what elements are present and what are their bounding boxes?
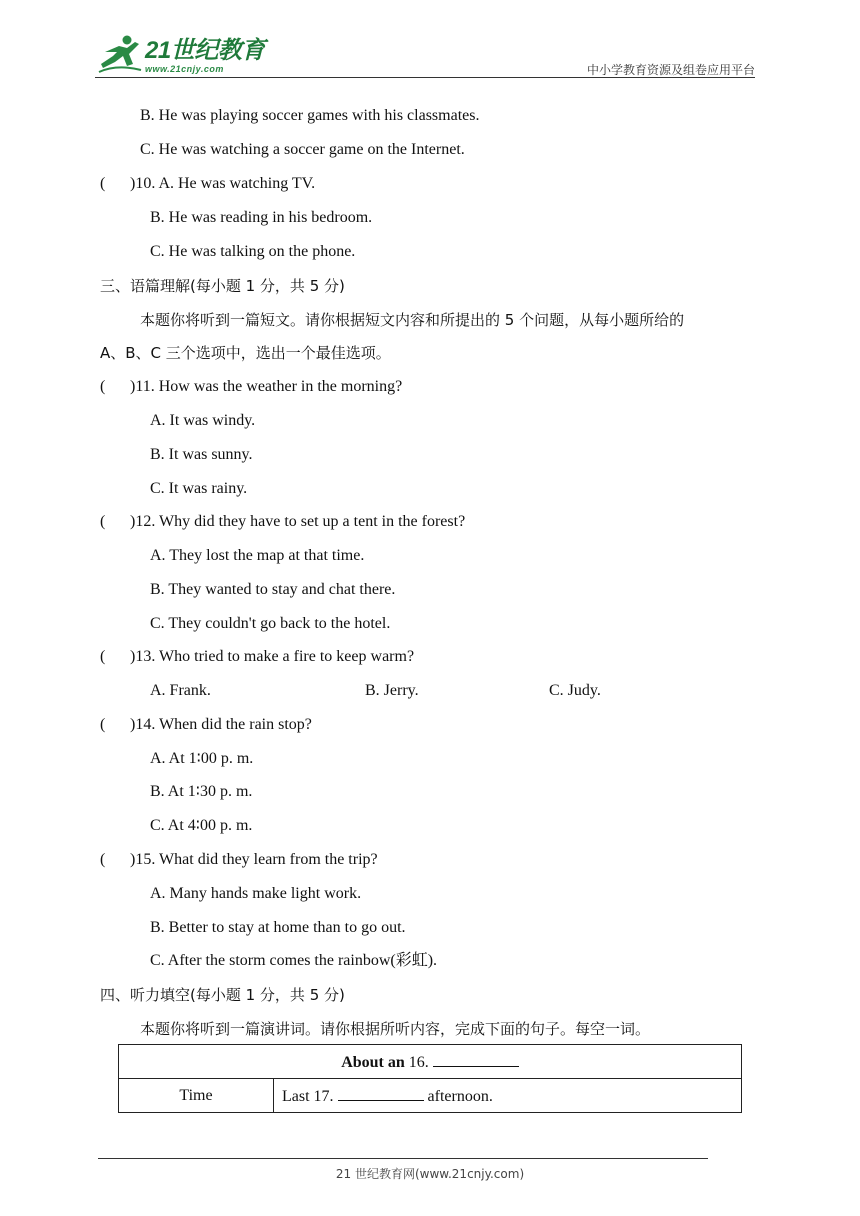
q12-option-c: C. They couldn't go back to the hotel.	[150, 615, 391, 632]
table-row-value	[274, 1079, 742, 1113]
q12-option-b: B. They wanted to stay and chat there.	[150, 581, 396, 598]
q13-option-c: C. Judy.	[549, 682, 601, 699]
blank-17[interactable]	[338, 1086, 424, 1101]
logo-text: 21世纪教育	[145, 37, 265, 64]
question-13	[100, 647, 414, 667]
table-row-label: Time	[119, 1079, 274, 1113]
blank-16-number: 16.	[408, 1053, 429, 1071]
q14-option-b: B. At 1∶30 p. m.	[150, 783, 253, 800]
blank-16[interactable]	[433, 1052, 519, 1067]
q9-option-c: C. He was watching a soccer game on the Internet.	[140, 141, 465, 158]
q14-option-c: C. At 4∶00 p. m.	[150, 817, 253, 834]
question-10	[100, 174, 315, 194]
header-divider	[95, 77, 755, 78]
section-3-title: 三、语篇理解(每小题 1 分，共 5 分)	[100, 277, 345, 295]
answer-paren: (	[100, 175, 106, 192]
fill-in-table	[118, 1044, 742, 1113]
q9-option-b: B. He was playing soccer games with his classmates.	[140, 107, 480, 124]
q14-option-a: A. At 1∶00 p. m.	[150, 750, 254, 767]
q10-option-b: B. He was reading in his bedroom.	[150, 209, 373, 226]
question-12-stem: )12. Why did they have to set up a tent in the forest?	[130, 513, 466, 530]
footer-text: 21 世纪教育网(www.21cnjy.com)	[335, 1167, 525, 1181]
answer-paren: (	[100, 378, 106, 395]
table-header-cell	[119, 1045, 742, 1079]
page-header	[95, 28, 755, 80]
table-header-row	[119, 1045, 742, 1079]
section-3-instruction-2: A、B、C 三个选项中，选出一个最佳选项。	[100, 344, 391, 362]
answer-paren: (	[100, 851, 106, 868]
question-13-stem: )13. Who tried to make a fire to keep warm?	[130, 648, 415, 665]
answer-paren: (	[100, 716, 106, 733]
blank-17-suffix: afternoon.	[427, 1087, 493, 1105]
table-row	[119, 1079, 742, 1113]
blank-17-prefix: Last 17.	[282, 1087, 334, 1105]
answer-paren: (	[100, 513, 106, 530]
q11-option-a: A. It was windy.	[150, 412, 256, 429]
question-11-stem: )11. How was the weather in the morning?	[130, 378, 403, 395]
question-11	[100, 377, 402, 397]
platform-name: 中小学教育资源及组卷应用平台	[586, 63, 755, 77]
question-14	[100, 715, 312, 735]
question-10-stem: )10. A. He was watching TV.	[130, 175, 316, 192]
q13-option-a: A. Frank.	[150, 682, 211, 699]
q11-option-c: C. It was rainy.	[150, 480, 248, 497]
question-14-stem: )14. When did the rain stop?	[130, 716, 312, 733]
table-header-label: About an	[341, 1053, 405, 1071]
q15-option-a: A. Many hands make light work.	[150, 885, 362, 902]
section-3-instruction-1: 本题你将听到一篇短文。请你根据短文内容和所提出的 5 个问题，从每小题所给的	[140, 311, 685, 329]
q15-option-c: C. After the storm comes the rainbow(彩虹).	[150, 952, 438, 969]
question-15	[100, 850, 378, 870]
q13-option-b: B. Jerry.	[365, 682, 419, 699]
question-12	[100, 512, 465, 532]
logo-url: www.21cnjy.com	[145, 64, 224, 74]
footer-divider	[98, 1158, 708, 1159]
q10-option-c: C. He was talking on the phone.	[150, 243, 356, 260]
question-15-stem: )15. What did they learn from the trip?	[130, 851, 378, 868]
answer-paren: (	[100, 648, 106, 665]
logo	[95, 28, 265, 78]
section-4-title: 四、听力填空(每小题 1 分，共 5 分)	[100, 986, 345, 1004]
q15-option-b: B. Better to stay at home than to go out.	[150, 919, 406, 936]
section-4-instruction: 本题你将听到一篇演讲词。请你根据所听内容，完成下面的句子。每空一词。	[140, 1020, 651, 1038]
q11-option-b: B. It was sunny.	[150, 446, 253, 463]
q12-option-a: A. They lost the map at that time.	[150, 547, 365, 564]
runner-logo-icon	[97, 34, 143, 74]
